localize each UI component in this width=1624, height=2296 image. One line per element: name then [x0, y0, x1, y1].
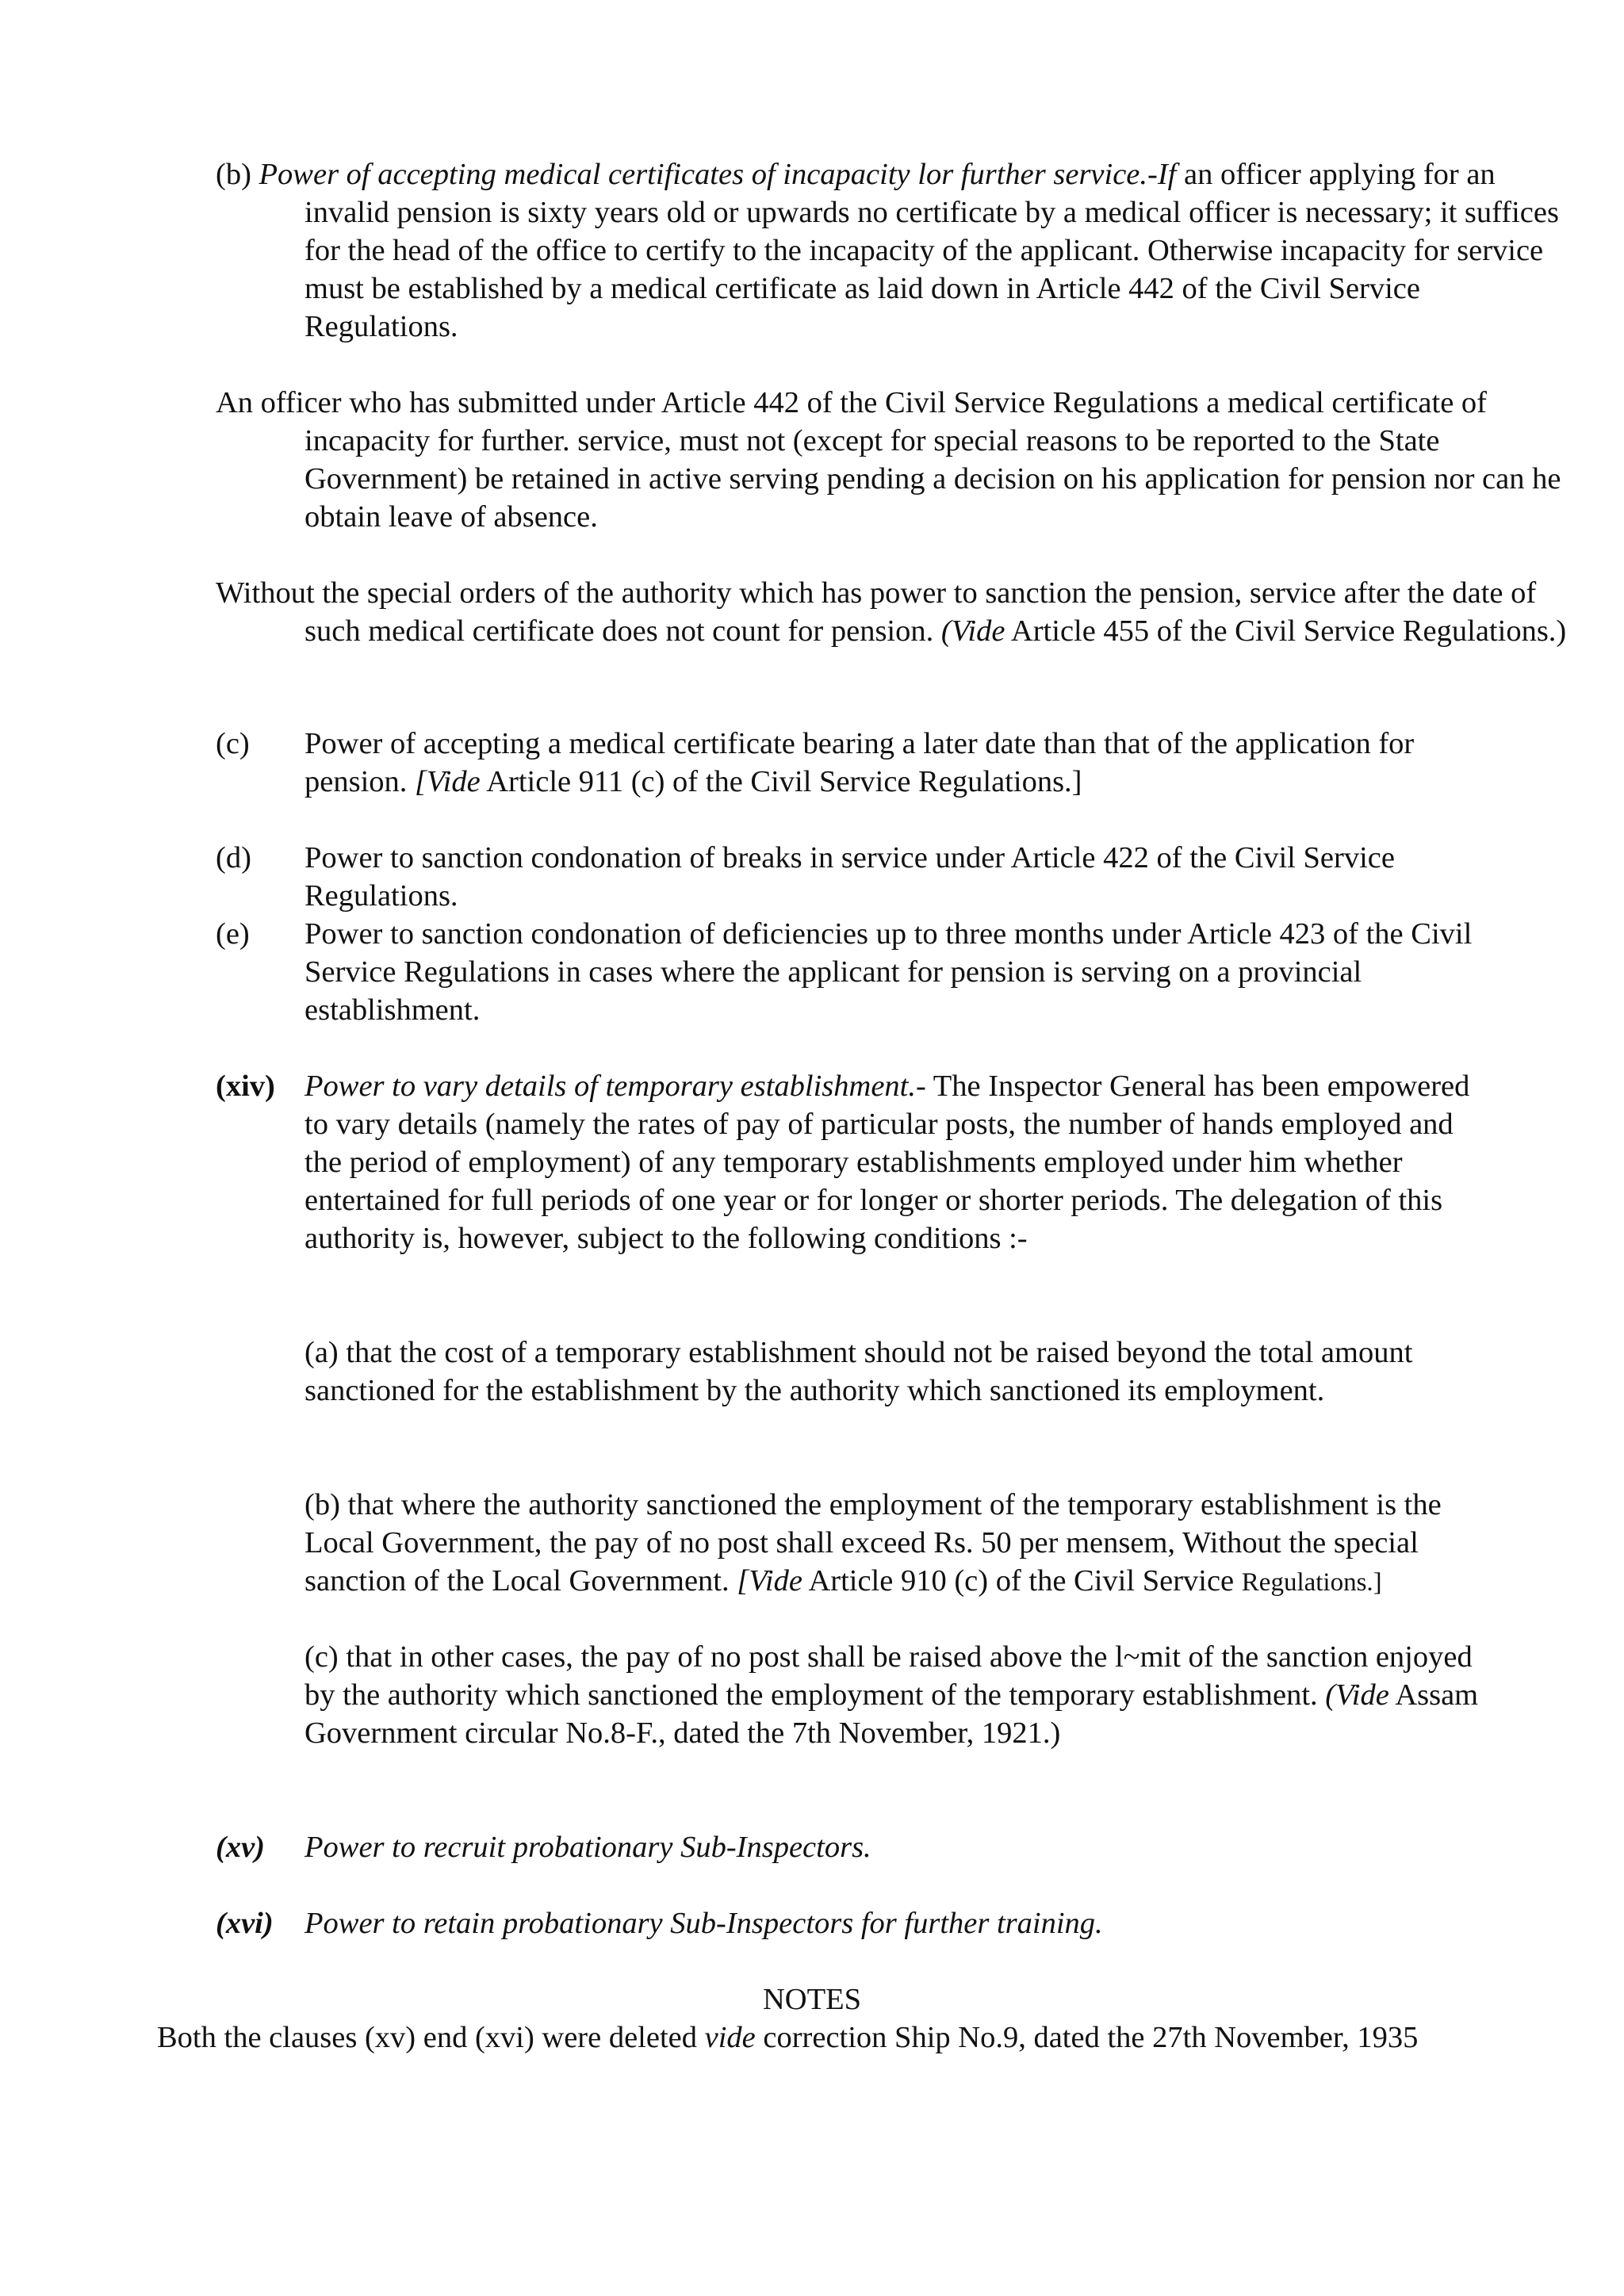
item-e-text: Power to sanction condonation of deficiencies up to three months under Article 423 of the Civil Service Regulations in cases where the applicant for pension is serving on a provincial establishment. — [304, 917, 1473, 1027]
para-without — [216, 574, 1573, 650]
condition-b-tail: Article 910 (c) of the Civil Service — [808, 1564, 1235, 1598]
item-xvi-label: (xvi) — [216, 1907, 274, 1940]
para-officer — [216, 384, 1573, 536]
item-d-text: Power to sanction condonation of breaks in service under Article 422 of the Civil Service Regulations. — [304, 841, 1395, 913]
item-xv-text: Power to recruit probationary Sub-Inspectors. — [304, 1831, 871, 1864]
para-without-tail: Article 455 of the Civil Service Regulations.) — [1010, 614, 1567, 648]
condition-c — [304, 1638, 1486, 1752]
condition-a: (a) that the cost of a temporary establishment should not be raised beyond the total amount sanctioned for the establishment by the authority which sanctioned its employment. — [304, 1336, 1413, 1407]
condition-b-text: (b) that where the authority sanctioned the employment of the temporary establishment is the Local Government, the pay of no post shall exceed Rs. 50 per mensem, Without the special sanction of the Local Government. — [304, 1488, 1442, 1598]
notes-vide: vide — [704, 2021, 756, 2054]
item-xiv-body — [304, 1067, 1486, 1257]
item-xvi-text: Power to retain probationary Sub-Inspectors for further training. — [304, 1907, 1103, 1940]
para-officer-text: An officer who has submitted under Article 442 of the Civil Service Regulations a medical certificate of incapacity for further. service, must not (except for special reasons to be reported to the State Government) be retained in active serving pending a decision on his application for pension nor can he obtain leave of absence. — [216, 386, 1561, 534]
condition-b-small: Regulations.] — [1241, 1568, 1382, 1597]
notes-text — [157, 2019, 1505, 2057]
item-c-body — [304, 725, 1486, 801]
item-e-label: (e) — [216, 917, 250, 951]
notes-text-after: correction Ship No.9, dated the 27th November, 1935 — [763, 2021, 1419, 2054]
condition-b — [304, 1486, 1486, 1601]
item-c-text: Power of accepting a medical certificate bearing a later date than that of the application for pension. — [304, 727, 1415, 798]
para-b-text: an officer applying for an invalid pension is sixty years old or upwards no certificate by a medical officer is necessary; it suffices for the head of the office to certify to the incapacity of the applicant. Otherwise incapacity for service must be established by a medical certificate as laid down in Article 442 of the Civil Service Regulations. — [304, 158, 1559, 343]
para-without-text: Without the special orders of the authority which has power to sanction the pension, service after the date of such medical certificate does not count for pension. — [216, 576, 1537, 648]
para-b-title: Power of accepting medical certificates of incapacity lor further service.-If — [259, 158, 1177, 191]
item-d-label: (d) — [216, 841, 251, 874]
condition-c-tail: Assam Government circular No.8-F., dated the 7th November, 1921.) — [304, 1678, 1479, 1750]
notes-heading: NOTES — [762, 1983, 862, 2016]
condition-c-text: (c) that in other cases, the pay of no post shall be raised above the l~mit of the sanction enjoyed by the authority which sanctioned the employment of the temporary establishment. — [304, 1640, 1473, 1712]
condition-c-vide: (Vide — [1325, 1678, 1389, 1712]
item-xiv-label: (xiv) — [216, 1070, 275, 1103]
para-b — [216, 155, 1573, 346]
item-xv-label: (xv) — [216, 1831, 265, 1864]
item-c-tail: Article 911 (c) of the Civil Service Regulations.] — [486, 765, 1082, 798]
para-without-vide: (Vide — [940, 614, 1005, 648]
notes-text-before: Both the clauses (xv) end (xvi) were deleted — [157, 2021, 697, 2054]
condition-b-vide: [Vide — [737, 1564, 802, 1598]
item-c-label: (c) — [216, 727, 250, 760]
item-c-vide: [Vide — [415, 765, 481, 798]
para-b-label: (b) — [216, 158, 251, 191]
item-xiv-text: The Inspector General has been empowered to vary details (namely the rates of pay of particular posts, the number of hands employed and the period of employment) of any temporary establishments employed under him whether entertained for full periods of one year or for longer or shorter periods. The delegation of this authority is, however, subject to the following conditions :- — [304, 1070, 1470, 1255]
item-xiv-title: Power to vary details of temporary establishment.- — [304, 1070, 926, 1103]
